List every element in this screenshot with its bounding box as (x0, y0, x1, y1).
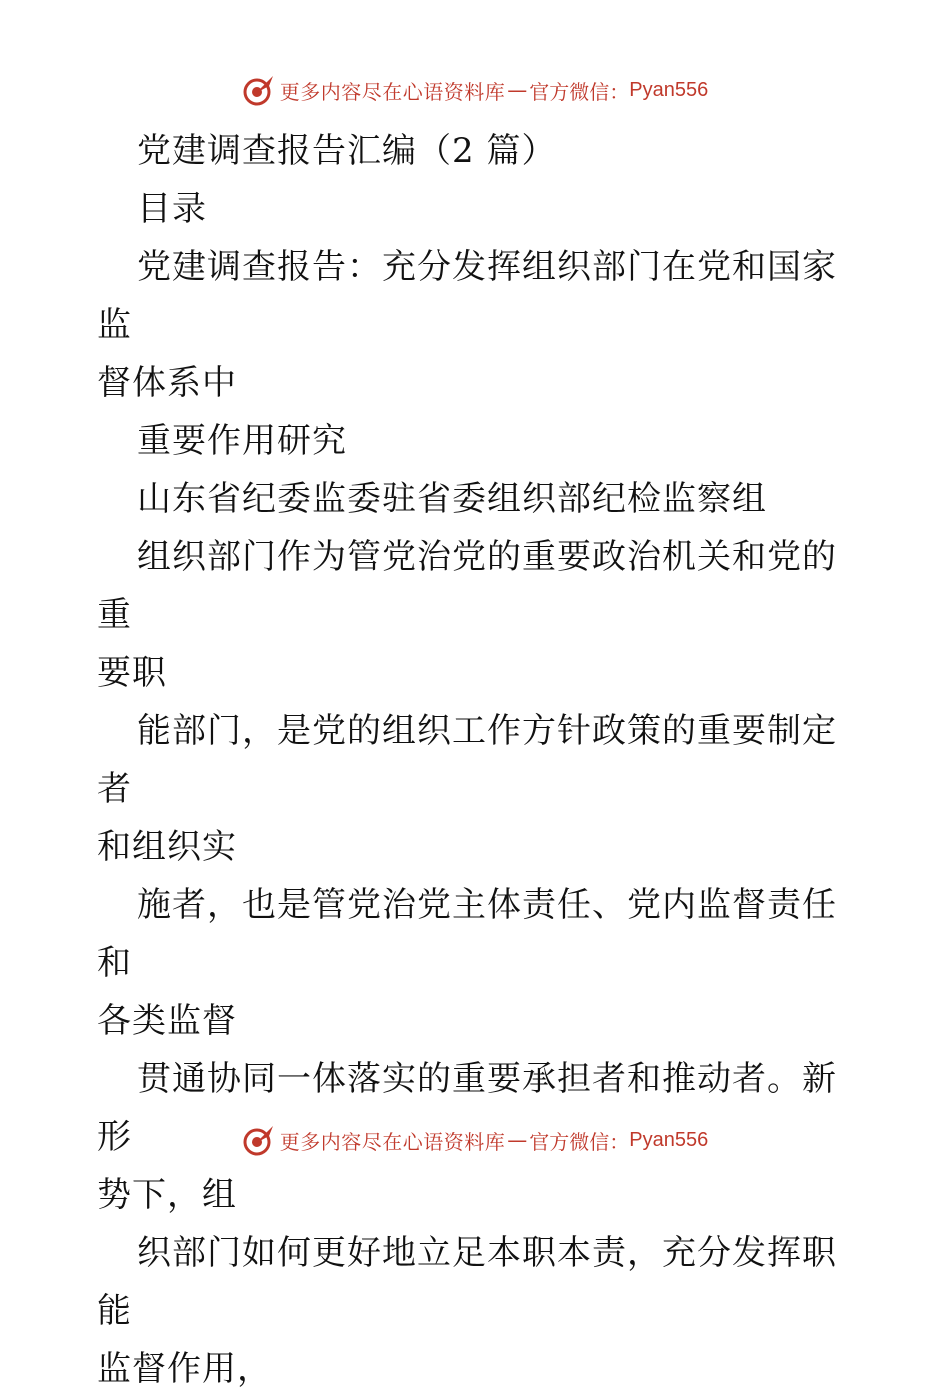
text-line: 和组织实 (97, 827, 237, 867)
text-line: 势下，组 (97, 1175, 237, 1215)
wechat-id: Pyan556 (629, 1128, 709, 1151)
wechat-label: 官方微信： (529, 79, 630, 104)
wechat-id: Pyan556 (629, 78, 709, 101)
quill-pen-icon (242, 1123, 276, 1157)
wechat-label: 官方微信： (529, 1129, 630, 1154)
document-title: 党建调查报告汇编（2 篇） (137, 131, 557, 171)
brand-separator: — (507, 78, 528, 102)
page-header (0, 70, 950, 110)
text-line: 党建调查报告：充分发挥组织部门在党和国家监 (97, 247, 837, 345)
brand-separator: — (507, 1128, 528, 1152)
page-footer (0, 1120, 950, 1160)
toc-heading: 目录 (137, 189, 207, 229)
text-line: 要职 (97, 653, 167, 693)
text-line: 织部门如何更好地立足本职本责，充分发挥职能 (97, 1233, 837, 1331)
author-line: 山东省纪委监委驻省委组织部纪检监察组 (137, 479, 767, 519)
text-line: 组织部门作为管党治党的重要政治机关和党的重 (97, 537, 837, 635)
text-line: 督体系中 (97, 363, 237, 403)
text-line: 各类监督 (97, 1001, 237, 1041)
brand-text: 更多内容尽在心语资料库 (279, 79, 506, 104)
text-line: 监督作用， (97, 1349, 272, 1389)
brand-text: 更多内容尽在心语资料库 (279, 1129, 506, 1154)
text-line: 施者，也是管党治党主体责任、党内监督责任和 (97, 885, 837, 983)
text-line: 能部门，是党的组织工作方针政策的重要制定者 (97, 711, 837, 809)
text-line: 贯通协同一体落实的重要承担者和推动者。新形 (97, 1059, 837, 1157)
document-body (97, 122, 857, 1398)
quill-pen-icon (242, 73, 276, 107)
text-line: 重要作用研究 (137, 421, 347, 461)
